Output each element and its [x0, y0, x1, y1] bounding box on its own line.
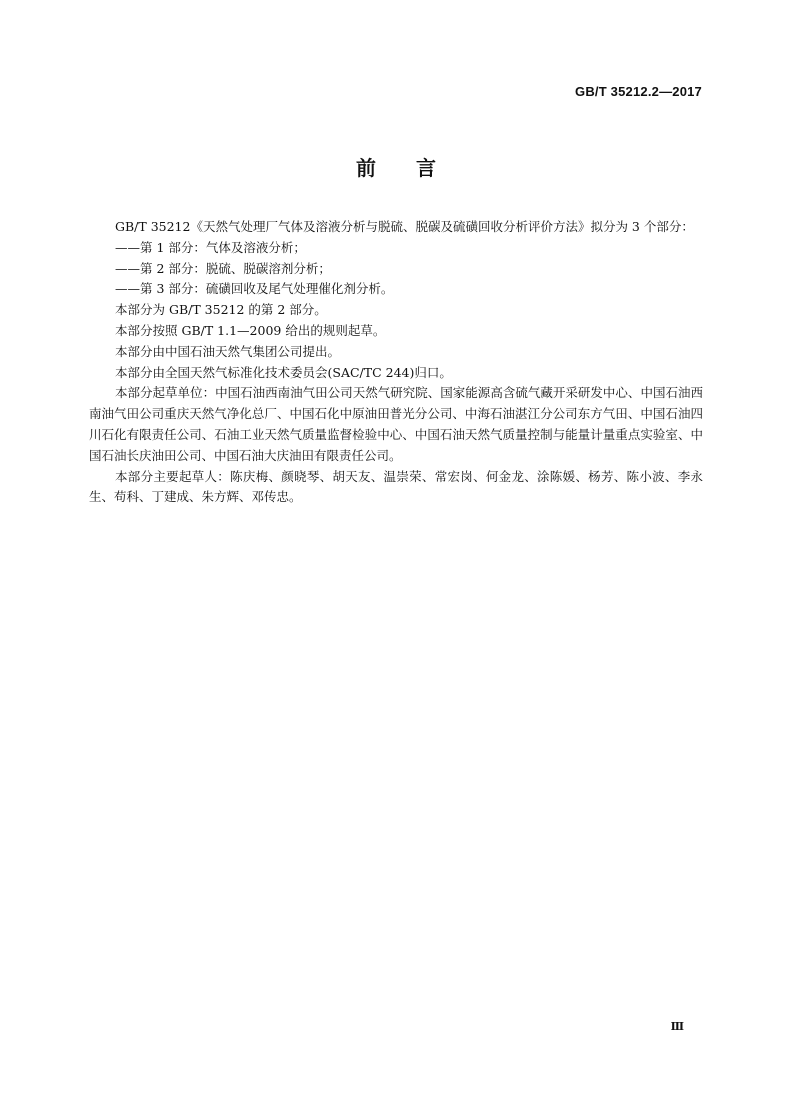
drafting-rules-paragraph: 本部分按照 GB/T 1.1—2009 给出的规则起草。	[115, 322, 386, 338]
document-body	[89, 217, 703, 508]
drafters-paragraph: 本部分主要起草人：陈庆梅、颜晓琴、胡天友、温崇荣、常宏岗、何金龙、涂陈媛、杨芳、陈小波、李永生、苟科、丁建成、朱方辉、邓传忠。	[89, 468, 703, 505]
standard-number: GB/T 35212.2—2017	[575, 84, 702, 99]
page-title: 前言	[356, 156, 476, 180]
proposed-by-paragraph: 本部分由中国石油天然气集团公司提出。	[115, 343, 341, 359]
this-part-paragraph: 本部分为 GB/T 35212 的第 2 部分。	[115, 302, 327, 318]
page-number: Ⅲ	[670, 1020, 684, 1033]
part-list-item-1: ——第 1 部分：气体及溶液分析；	[115, 239, 306, 255]
part-list-item-2: ——第 2 部分：脱硫、脱碳溶剂分析；	[115, 260, 331, 276]
part-list-item-3: ——第 3 部分：硫磺回收及尾气处理催化剂分析。	[115, 281, 394, 297]
centralized-by-paragraph: 本部分由全国天然气标准化技术委员会(SAC/TC 244)归口。	[115, 364, 452, 380]
drafting-units-paragraph: 本部分起草单位：中国石油西南油气田公司天然气研究院、国家能源高含硫气藏开采研发中心、中国石油西南油气田公司重庆天然气净化总厂、中国石化中原油田普光分公司、中海石油湛江分公司东方气田、中国石油四川石化有限责任公司、石油工业天然气质量监督检验中心、中国石油天然气质量控制与能量计量重点实验室、中国石油长庆油田公司、中国石油大庆油田有限责任公司。	[89, 385, 703, 463]
intro-paragraph: GB/T 35212《天然气处理厂气体及溶液分析与脱硫、脱碳及硫磺回收分析评价方法》拟分为 3 个部分：	[115, 219, 694, 234]
